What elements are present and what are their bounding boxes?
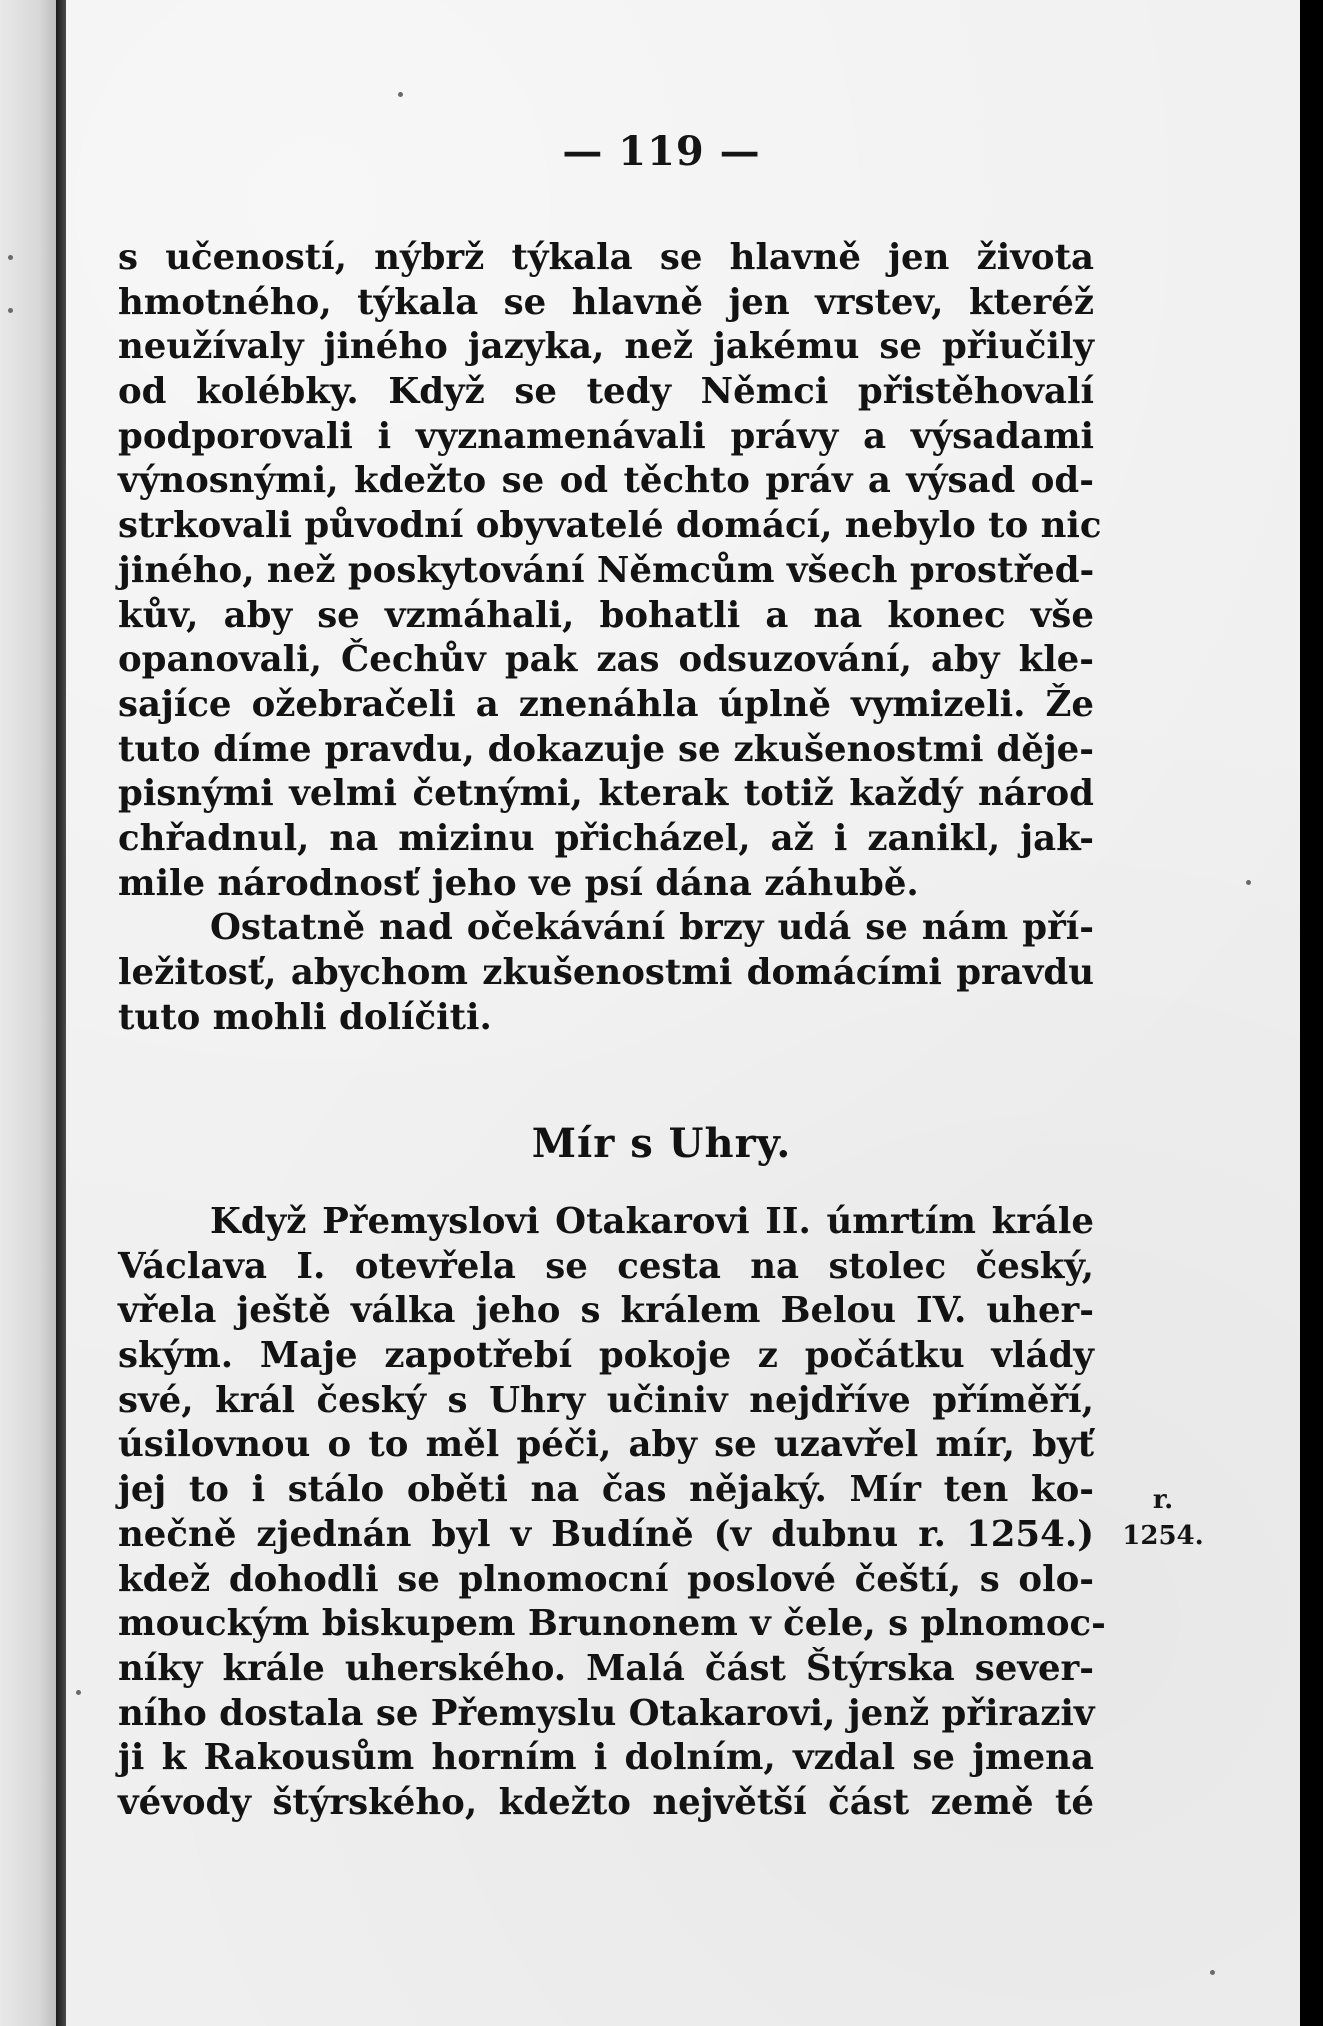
text-line: Když Přemyslovi Otakarovi II. úmrtím krále xyxy=(210,1201,1094,1242)
text-line: jej to i stálo oběti na čas nějaký. Mír ten ko- xyxy=(118,1469,1094,1511)
dust-speck xyxy=(1246,880,1251,885)
gutter-shadow xyxy=(56,0,66,2026)
text-line: pisnými velmi četnými, kterak totiž každý národ xyxy=(118,773,1094,815)
body-text-part-2 xyxy=(118,1200,1106,1826)
text-line: ským. Maje zapotřebí pokoje z počátku vlády xyxy=(118,1335,1094,1377)
text-line: nečně zjednán byl v Budíně (v dubnu r. 1254.) xyxy=(118,1513,1094,1555)
text-line: neužívaly jiného jazyka, než jakému se přiučily xyxy=(118,326,1094,368)
text-line: strkovali původní obyvatelé domácí, nebylo to nic xyxy=(118,505,1102,547)
page-number: — 119 — xyxy=(562,128,761,175)
margin-note-year: 1254. xyxy=(1122,1521,1204,1551)
text-line: tuto díme pravdu, dokazuje se zkušenostmi děje- xyxy=(118,728,1094,770)
dust-speck xyxy=(1210,1970,1215,1975)
text-line: podporovali i vyznamenávali právy a výsadami xyxy=(118,415,1094,457)
text-line: své, král český s Uhry učiniv nejdříve příměří, xyxy=(118,1379,1094,1421)
text-line: od kolébky. Když se tedy Němci přistěhovalí xyxy=(118,371,1094,413)
text-line: tuto mohli dolíčiti. xyxy=(118,996,492,1038)
dust-speck xyxy=(8,308,13,313)
text-line: níky krále uherského. Malá část Štýrska sever- xyxy=(118,1647,1094,1689)
text-line: Václava I. otevřela se cesta na stolec český, xyxy=(118,1245,1094,1287)
section-heading: Mír s Uhry. xyxy=(531,1120,792,1167)
text-line: vřela ještě válka jeho s králem Belou IV. uher- xyxy=(118,1290,1094,1332)
text-line: úsilovnou o to měl péči, aby se uzavřel mír, byť xyxy=(118,1424,1094,1466)
text-line: kdež dohodli se plnomocní poslové čeští, s olo- xyxy=(118,1558,1094,1600)
text-line: kův, aby se vzmáhali, bohatli a na konec vše xyxy=(118,594,1094,636)
text-line: výnosnými, kdežto se od těchto práv a výsad od- xyxy=(118,460,1094,502)
text-line: sajíce ožebračeli a znenáhla úplně vymizeli. Že xyxy=(118,683,1094,725)
text-line: ležitosť, abychom zkušenostmi domácími pravdu xyxy=(118,952,1094,993)
dust-speck xyxy=(8,255,13,260)
text-line: hmotného, týkala se hlavně jen vrstev, kteréž xyxy=(118,281,1094,323)
text-line: chřadnul, na mizinu přicházel, až i zanikl, jak- xyxy=(118,817,1094,859)
text-line: Ostatně nad očekávání brzy udá se nám pří- xyxy=(210,907,1094,949)
margin-note-year-prefix: r. xyxy=(1152,1485,1174,1515)
text-line: s učeností, nýbrž týkala se hlavně jen života xyxy=(118,237,1094,278)
text-line: vévody štýrského, kdežto největší část země té xyxy=(118,1781,1094,1823)
text-line: ního dostala se Přemyslu Otakarovi, jenž přiraziv xyxy=(118,1692,1095,1734)
text-line: opanovali, Čechův pak zas odsuzování, aby kle- xyxy=(118,639,1094,681)
text-line: ji k Rakousům horním i dolním, vzdal se jmena xyxy=(118,1737,1094,1779)
dust-speck xyxy=(398,92,403,97)
text-line: mouckým biskupem Brunonem v čele, s plnomoc- xyxy=(118,1603,1106,1645)
dust-speck xyxy=(76,1690,81,1695)
text-line: mile národnosť jeho ve psí dána záhubě. xyxy=(118,862,919,904)
body-text-part-1 xyxy=(118,236,1102,1040)
previous-page-edge xyxy=(0,0,56,2026)
text-line: jiného, než poskytování Němcům všech prostřed- xyxy=(118,549,1095,591)
scan-border-right xyxy=(1300,0,1323,2026)
